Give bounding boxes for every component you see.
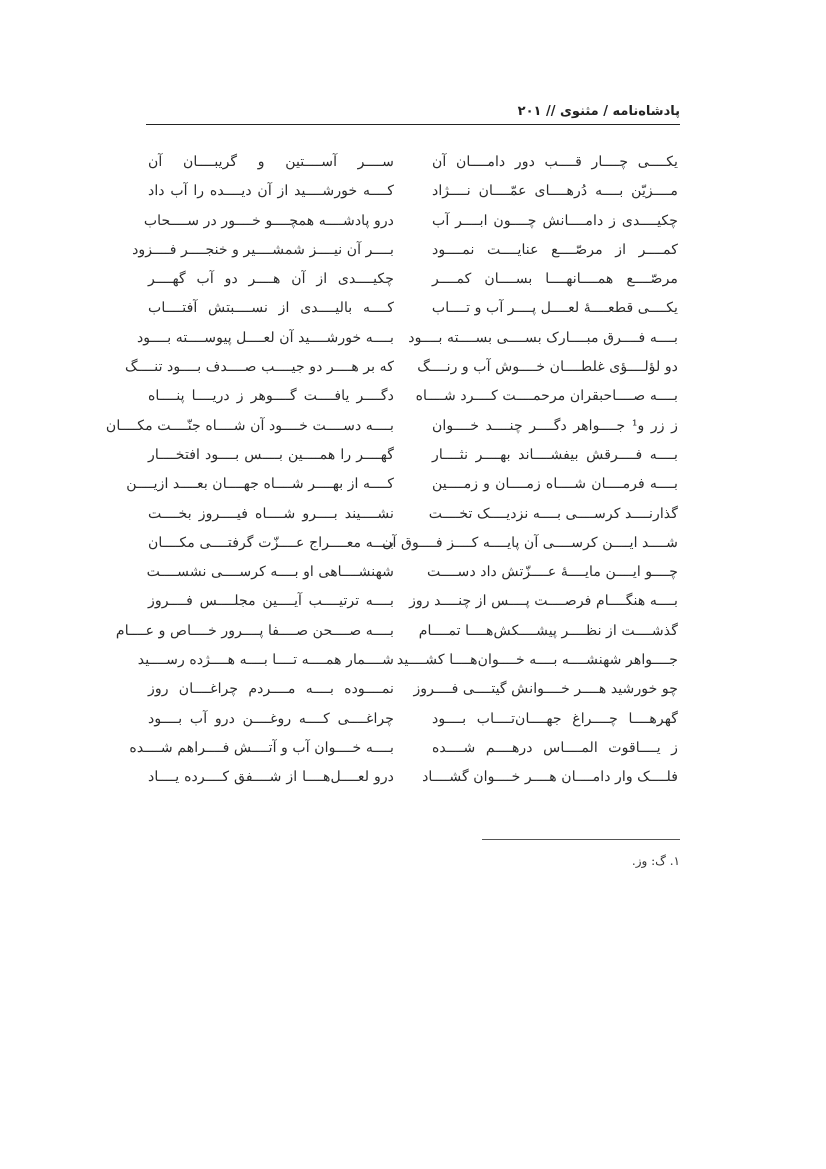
verse-line: چکیــــدی از آن هــــر دو آب گهــــر	[148, 271, 394, 288]
verse-line: ز یــــاقوت المــــاس درهــــم شــــده	[432, 739, 678, 756]
verse-line: بــــه خورشــــید آن لعــــل پیوســــته بــــود	[136, 329, 394, 346]
verse-line: بــــه فــــرقش بیفشــــاند بهــــر نثــــار	[432, 446, 678, 463]
verse-line: مــــزیّن بــــه دُرهــــای عمّــــان نــــژاد	[432, 183, 678, 200]
footnote: ۱. گ: وز.	[631, 854, 680, 868]
verse-line: فلــــک وار دامــــان هــــر خــــوان گشــــاد	[422, 769, 678, 786]
verse-line: بــــه هنگــــام فرصــــت پــــس از چنــــد روز	[409, 593, 678, 610]
verse-line: درو لعــــل‌هــــا از شــــفق کــــرده یــــاد	[148, 769, 394, 786]
verse-line: بــــه خــــوان آب و آتــــش فــــراهم شــــده	[129, 739, 394, 756]
verse-line: گهرهــــا چــــراغ جهــــان‌تــــاب بــــود	[432, 710, 678, 727]
verse-line: بــــه ترتیــــب آیــــین مجلــــس فــــروز	[148, 593, 394, 610]
poem-column-left	[105, 148, 394, 793]
verse-line: چو خورشید هــــر خــــوانش گیتــــی فــــروز	[413, 681, 678, 698]
verse-line: مرصّــــع همــــانهــــا بســــان کمــــر	[432, 271, 678, 288]
verse-line: گذارنــــد کرســــی بــــه نزدیــــک تخــــت	[428, 505, 678, 522]
verse-line: دگــــر یافــــت گــــوهر ز دریــــا پنــــاه	[148, 388, 394, 405]
verse-line: که بر هــــر دو جیــــب صــــدف بــــود تنــــگ	[124, 359, 394, 376]
verse-line: ز زر و¹ جــــواهر دگــــر چنــــد خــــوان	[432, 417, 678, 434]
verse-line: گذشــــت از نظــــر پیشــــکش‌هــــا تمــــام	[418, 622, 678, 639]
verse-line: چکیــــدی ز دامــــانش چــــون ابــــر آب	[432, 212, 678, 229]
verse-line: دو لؤلــــؤی غلطــــان خــــوش آب و رنــــگ	[417, 359, 678, 376]
verse-line: بــــه صــــاحبقران مرحمــــت کــــرد شــــاه	[415, 388, 678, 405]
verse-line: شــــد ایــــن کرســــی آن پایــــه کــــز فــــوق آن	[382, 534, 678, 551]
verse-line: شــــمار همــــه تــــا بــــه هــــژده رســــید	[137, 652, 394, 669]
running-header: پادشاه‌نامه / مثنوی // ۲۰۱	[517, 104, 680, 119]
verse-line: کــــه بالیــــدی از نســــبتش آفتــــاب	[148, 300, 394, 317]
verse-line: چراغــــی کــــه روغــــن درو آب بــــود	[148, 710, 394, 727]
verse-line: ســــر آســــتین و گریبــــان آن	[148, 154, 394, 170]
verse-line: بــــه فــــرق مبــــارک بســــی بســــته بــــود	[408, 329, 678, 346]
verse-line: شهنشــــاهی او بــــه کرســــی نشســــت	[146, 564, 394, 581]
verse-line: جــــواهر شهنشــــه بــــه خــــوان‌هــــا کشــــید	[396, 652, 678, 669]
verse-line: بــــه معــــراج عــــزّت گرفتــــی مکــــان	[148, 534, 394, 551]
verse-line: نشــــیند بــــرو شــــاه فیــــروز بخــــت	[148, 505, 394, 522]
verse-line: یکــــی چــــار قــــب دور دامــــان آن	[432, 154, 678, 170]
verse-line: چــــو ایــــن مایــــهٔ عــــزّتش داد دســــت	[427, 564, 678, 581]
verse-line: درو پادشــــه همچــــو خــــور در ســــحاب	[143, 212, 394, 229]
verse-line: کــــه خورشــــید از آن دیــــده را آب داد	[148, 183, 394, 200]
verse-line: نمــــوده بــــه مــــردم چراغــــان روز	[148, 681, 394, 698]
footnote-rule	[482, 839, 680, 840]
header-rule	[146, 124, 680, 125]
verse-line: گهــــر را همــــین بــــس بــــود افتخــــار	[148, 446, 394, 463]
verse-line: بــــه فرمــــان شــــاه زمــــان و زمــــین	[432, 476, 678, 493]
verse-line: بــــر آن نیــــز شمشــــیر و خنجــــر فــــزود	[132, 241, 394, 258]
verse-line: بــــه صــــحن صــــفا پــــرور خــــاص و عــــام	[115, 622, 394, 639]
verse-line: بــــه دســــت خــــود آن شــــاه جنّــــت مکــــان	[105, 417, 394, 434]
verse-line: کمــــر از مرصّــــع عنایــــت نمــــود	[432, 241, 678, 258]
verse-line: یکــــی قطعــــهٔ لعــــل پــــر آب و تــــاب	[431, 300, 678, 317]
poem-column-right	[382, 148, 678, 793]
verse-line: کــــه از بهــــر شــــاه جهــــان بعــــد ازیــــن	[126, 476, 394, 493]
